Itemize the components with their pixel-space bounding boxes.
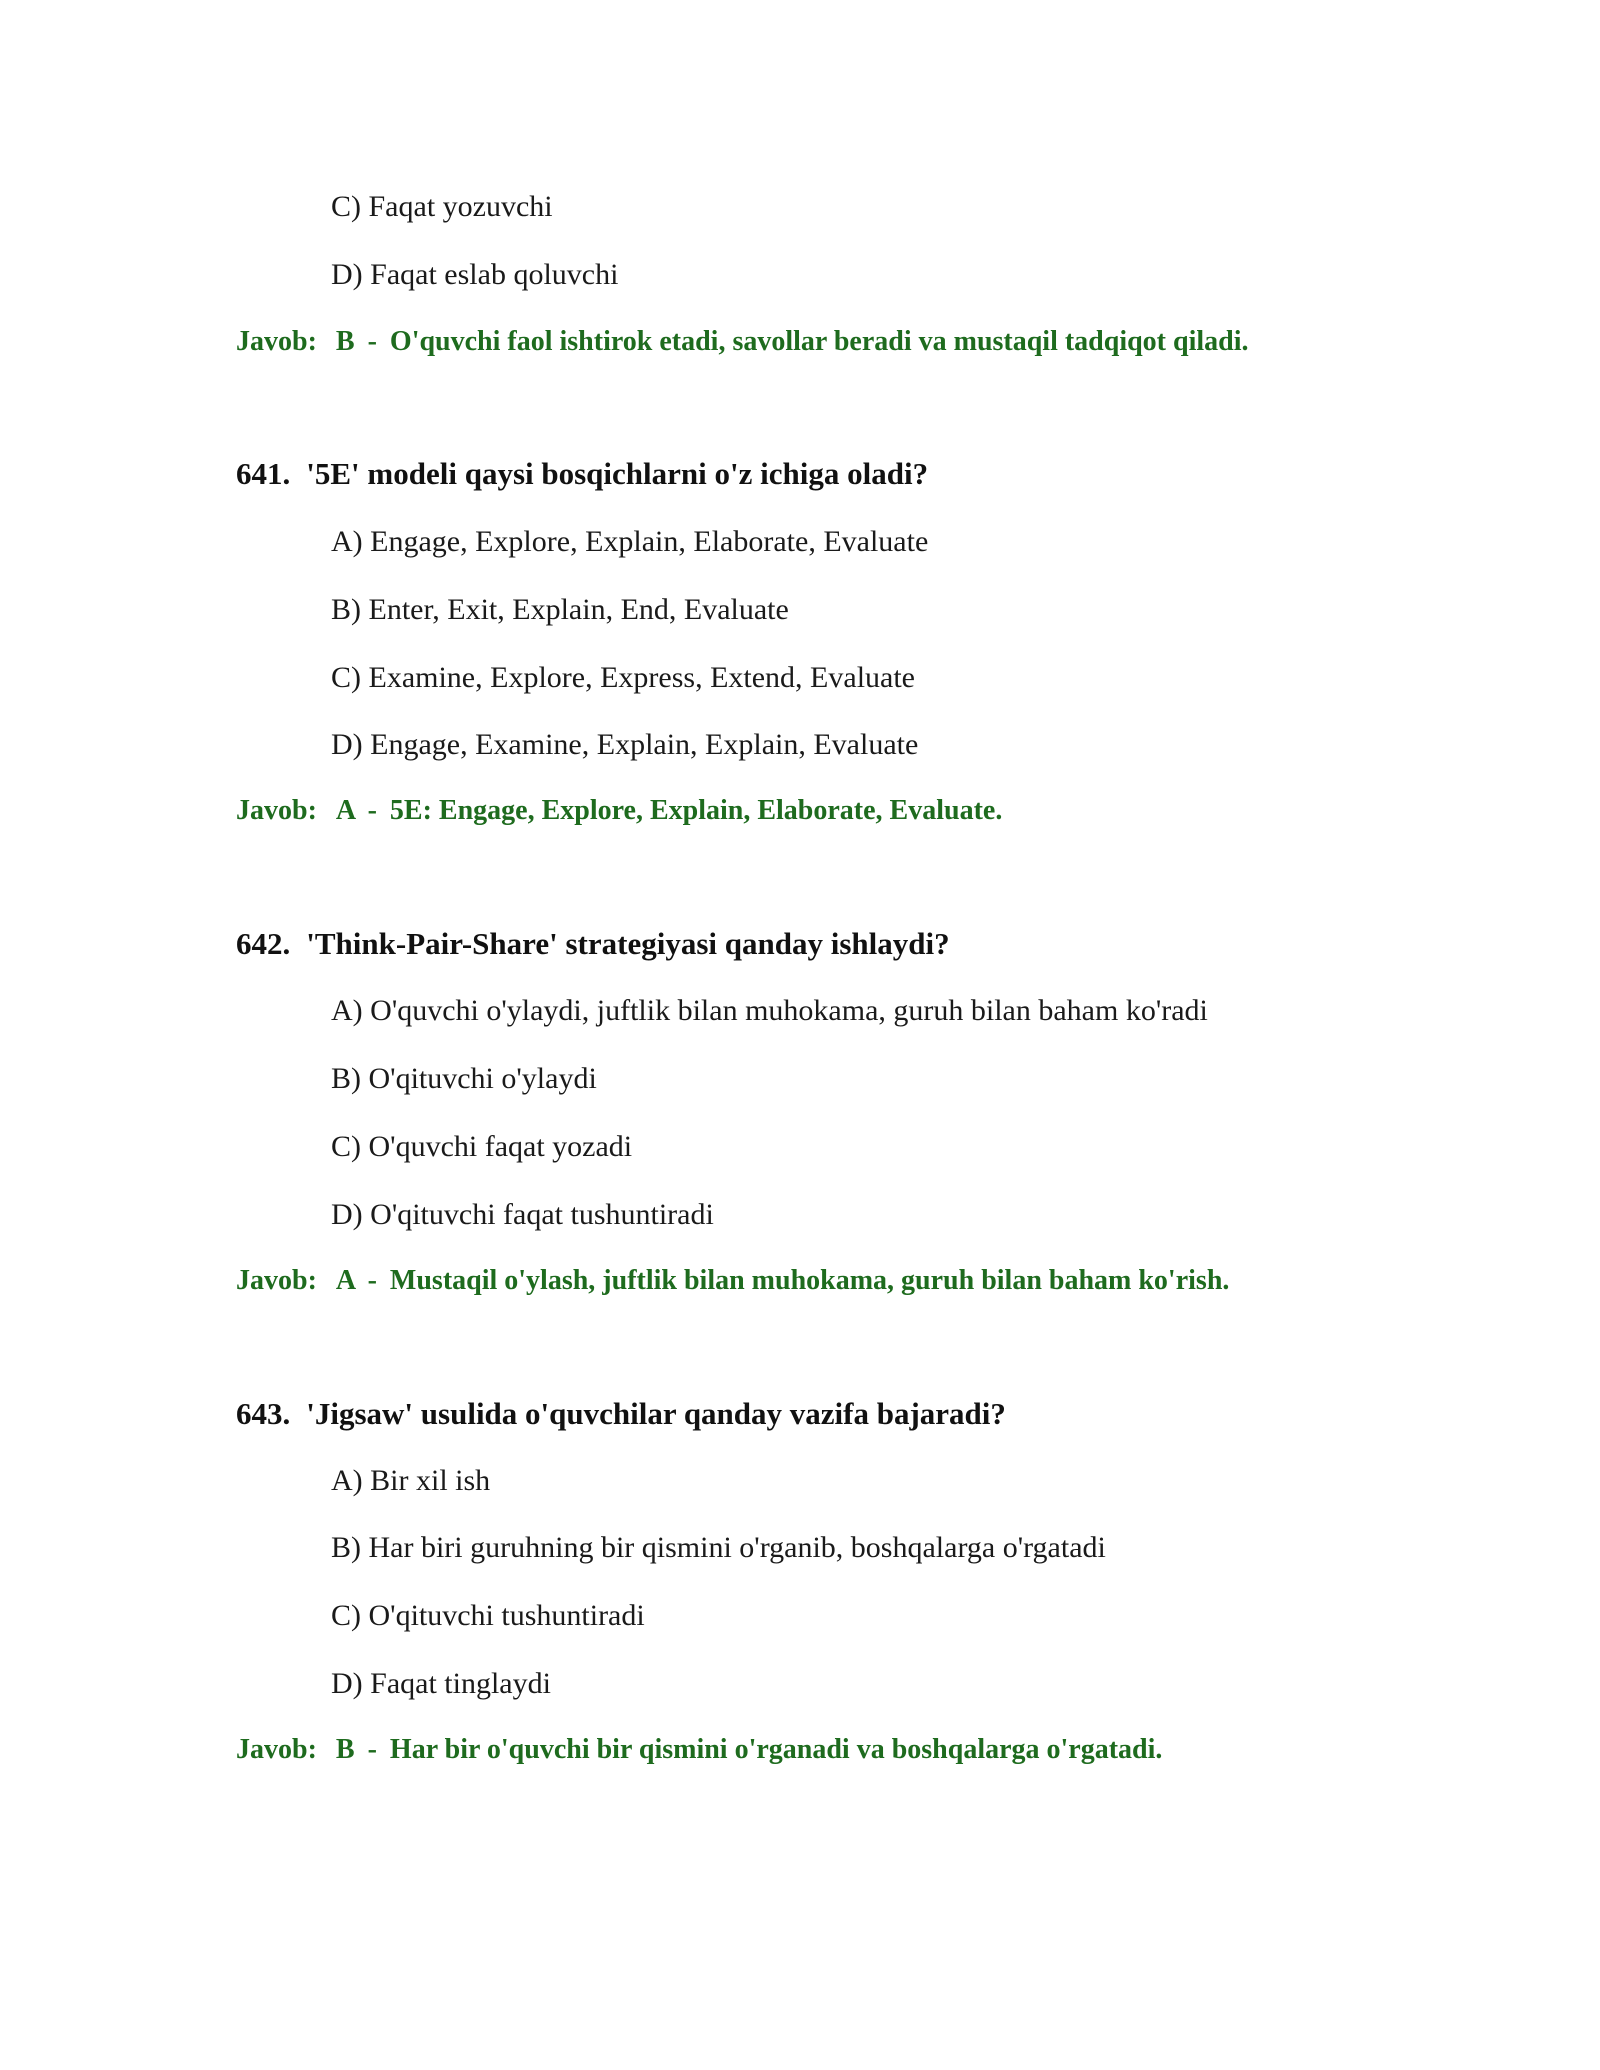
answer-letter: A (335, 1265, 355, 1296)
option-d: D) Faqat tinglaydi (331, 1667, 551, 1700)
option-c: C) Faqat yozuvchi (331, 190, 553, 223)
question-number: 641. (236, 456, 291, 491)
answer-letter: B (335, 326, 355, 357)
answer-label: Javob: (236, 1734, 317, 1765)
answer-separator: - (367, 1734, 377, 1765)
option-b: B) O'qituvchi o'ylaydi (331, 1062, 597, 1095)
option-c: C) O'quvchi faqat yozadi (331, 1130, 633, 1163)
option-a: A) Engage, Explore, Explain, Elaborate, Evaluate (331, 525, 929, 558)
option-d: D) O'qituvchi faqat tushuntiradi (331, 1198, 714, 1231)
question-text: '5E' modeli qaysi bosqichlarni o'z ichiga oladi? (306, 456, 929, 491)
option-c: C) O'qituvchi tushuntiradi (331, 1599, 645, 1632)
answer-line (236, 1264, 1229, 1298)
question-text: 'Think-Pair-Share' strategiyasi qanday ishlaydi? (306, 926, 950, 961)
answer-label: Javob: (236, 326, 317, 357)
answer-letter: A (335, 795, 355, 826)
answer-text: O'quvchi faol ishtirok etadi, savollar beradi va mustaqil tadqiqot qiladi. (389, 326, 1249, 357)
answer-letter: B (335, 1734, 355, 1765)
answer-line (236, 794, 1002, 828)
question-641 (236, 455, 928, 493)
answer-text: Har bir o'quvchi bir qismini o'rganadi va boshqalarga o'rgatadi. (389, 1734, 1163, 1765)
answer-label: Javob: (236, 795, 317, 826)
answer-label: Javob: (236, 1265, 317, 1296)
option-c: C) Examine, Explore, Express, Extend, Evaluate (331, 661, 915, 694)
option-d: D) Engage, Examine, Explain, Explain, Evaluate (331, 728, 919, 761)
answer-separator: - (367, 795, 377, 826)
answer-separator: - (367, 326, 377, 357)
question-642 (236, 925, 950, 963)
option-b: B) Har biri guruhning bir qismini o'rganib, boshqalarga o'rgatadi (331, 1531, 1106, 1564)
answer-line (236, 325, 1249, 359)
option-a: A) Bir xil ish (331, 1464, 491, 1497)
option-a: A) O'quvchi o'ylaydi, juftlik bilan muhokama, guruh bilan baham ko'radi (331, 994, 1208, 1027)
answer-text: 5E: Engage, Explore, Explain, Elaborate, Evaluate. (389, 795, 1003, 826)
answer-separator: - (367, 1265, 377, 1296)
question-643 (236, 1395, 1006, 1433)
answer-line (236, 1733, 1162, 1767)
option-b: B) Enter, Exit, Explain, End, Evaluate (331, 593, 789, 626)
question-number: 643. (236, 1396, 291, 1431)
question-text: 'Jigsaw' usulida o'quvchilar qanday vazifa bajaradi? (306, 1396, 1006, 1431)
question-number: 642. (236, 926, 291, 961)
answer-text: Mustaqil o'ylash, juftlik bilan muhokama, guruh bilan baham ko'rish. (389, 1265, 1230, 1296)
option-d: D) Faqat eslab qoluvchi (331, 258, 619, 291)
